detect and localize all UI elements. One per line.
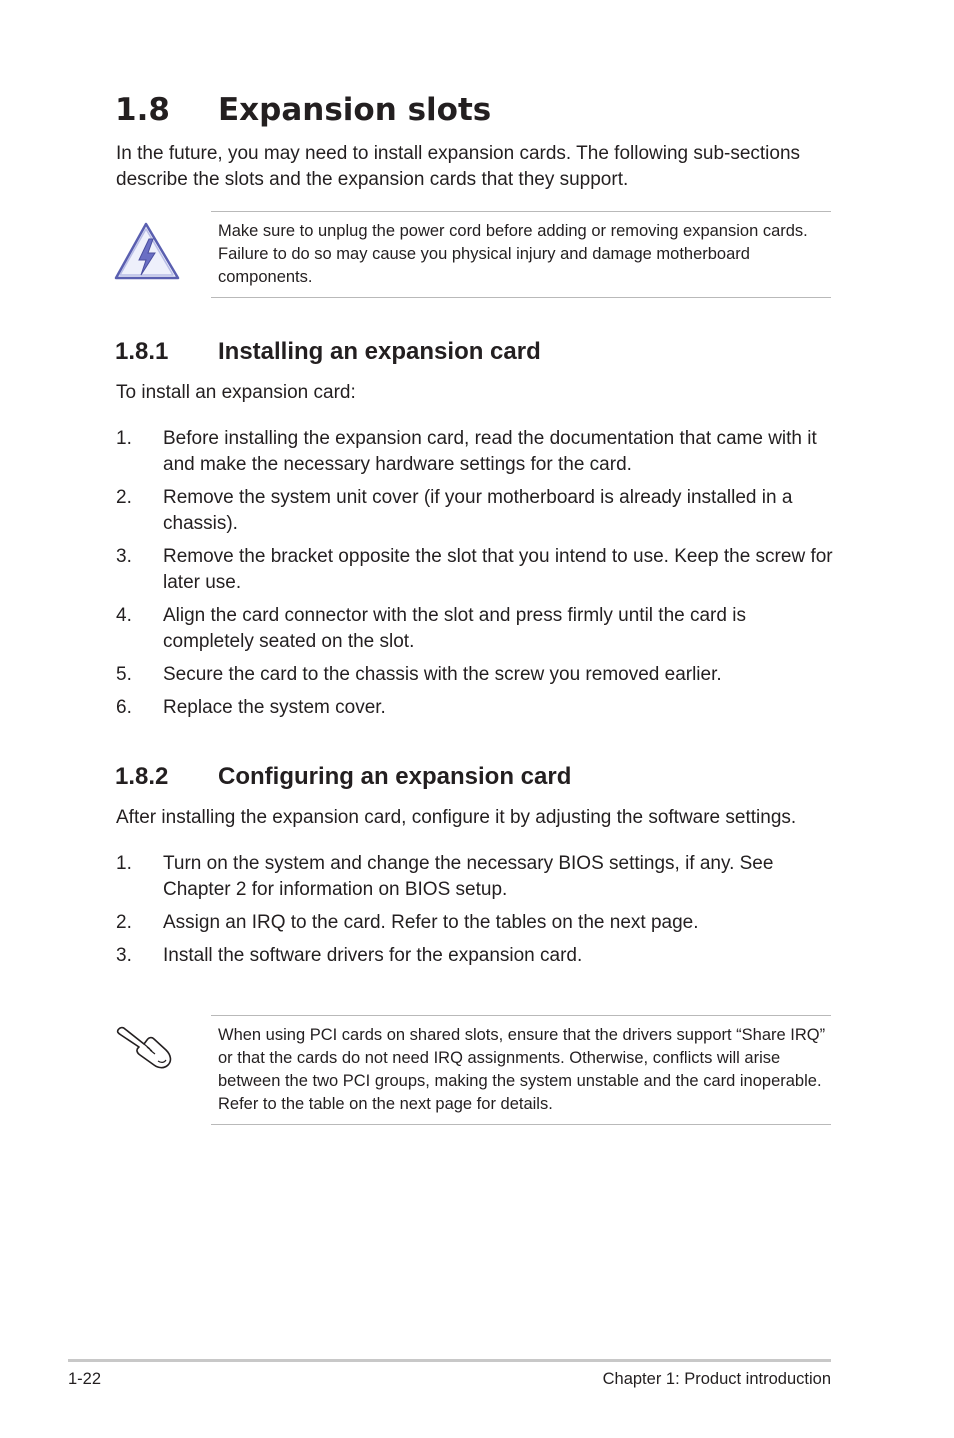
section-intro: In the future, you may need to install expansion cards. The following sub-sections describe the slots and the expansion cards that they support.	[116, 143, 801, 190]
subsection-title: Configuring an expansion card	[218, 763, 572, 790]
section-heading	[115, 88, 491, 132]
list-item	[116, 910, 836, 936]
step-number: 3.	[116, 546, 132, 567]
subsection-heading-install	[115, 337, 541, 367]
install-steps-list	[116, 426, 836, 728]
subsection-number: 1.8.1	[115, 338, 169, 365]
note-text: When using PCI cards on shared slots, ensure that the drivers support “Share IRQ” or that the cards do not need IRQ assignments. Otherwise, conflicts will arise between the two PCI groups, making the system unstable and the card inoperable. Refer to the table on the next page for details.	[218, 1026, 826, 1113]
step-number: 1.	[116, 428, 132, 449]
step-number: 1.	[116, 853, 132, 874]
footer-divider	[68, 1359, 831, 1362]
list-item	[116, 544, 836, 596]
warning-text: Make sure to unplug the power cord before adding or removing expansion cards. Failure to do so may cause you physical injury and damage motherboard components.	[218, 222, 808, 286]
subsection-title: Installing an expansion card	[218, 338, 541, 365]
list-item	[116, 943, 836, 969]
pointing-hand-icon	[114, 1022, 176, 1075]
step-text: Remove the system unit cover (if your motherboard is already installed in a chassis).	[163, 487, 793, 534]
step-number: 3.	[116, 945, 132, 966]
step-number: 5.	[116, 664, 132, 685]
warning-icon	[112, 219, 182, 288]
step-text: Before installing the expansion card, read the documentation that came with it and make the necessary hardware settings for the card.	[163, 428, 817, 475]
step-text: Install the software drivers for the expansion card.	[163, 945, 583, 966]
step-text: Remove the bracket opposite the slot that you intend to use. Keep the screw for later use.	[163, 546, 833, 593]
note-callout	[211, 1015, 831, 1125]
list-item	[116, 662, 836, 688]
section-number: 1.8	[115, 92, 170, 128]
subsection-number: 1.8.2	[115, 763, 169, 790]
step-number: 4.	[116, 605, 132, 626]
section-title: Expansion slots	[218, 92, 492, 128]
step-text: Replace the system cover.	[163, 697, 386, 718]
step-number: 2.	[116, 487, 132, 508]
chapter-title: Chapter 1: Product introduction	[602, 1370, 831, 1388]
step-number: 2.	[116, 912, 132, 933]
list-item	[116, 603, 836, 655]
step-number: 6.	[116, 697, 132, 718]
list-item	[116, 485, 836, 537]
list-item	[116, 851, 836, 903]
list-item	[116, 426, 836, 478]
subsection-heading-configure	[115, 762, 571, 792]
list-item	[116, 695, 836, 721]
step-text: Secure the card to the chassis with the screw you removed earlier.	[163, 664, 722, 685]
step-text: Assign an IRQ to the card. Refer to the tables on the next page.	[163, 912, 699, 933]
step-text: Align the card connector with the slot and press firmly until the card is completely seated on the slot.	[163, 605, 746, 652]
install-lead: To install an expansion card:	[116, 382, 356, 403]
step-text: Turn on the system and change the necessary BIOS settings, if any. See Chapter 2 for information on BIOS setup.	[163, 853, 774, 900]
page-number: 1-22	[68, 1370, 102, 1388]
configure-steps-list	[116, 851, 836, 976]
configure-lead: After installing the expansion card, configure it by adjusting the software settings.	[116, 807, 797, 828]
warning-callout	[211, 211, 831, 298]
